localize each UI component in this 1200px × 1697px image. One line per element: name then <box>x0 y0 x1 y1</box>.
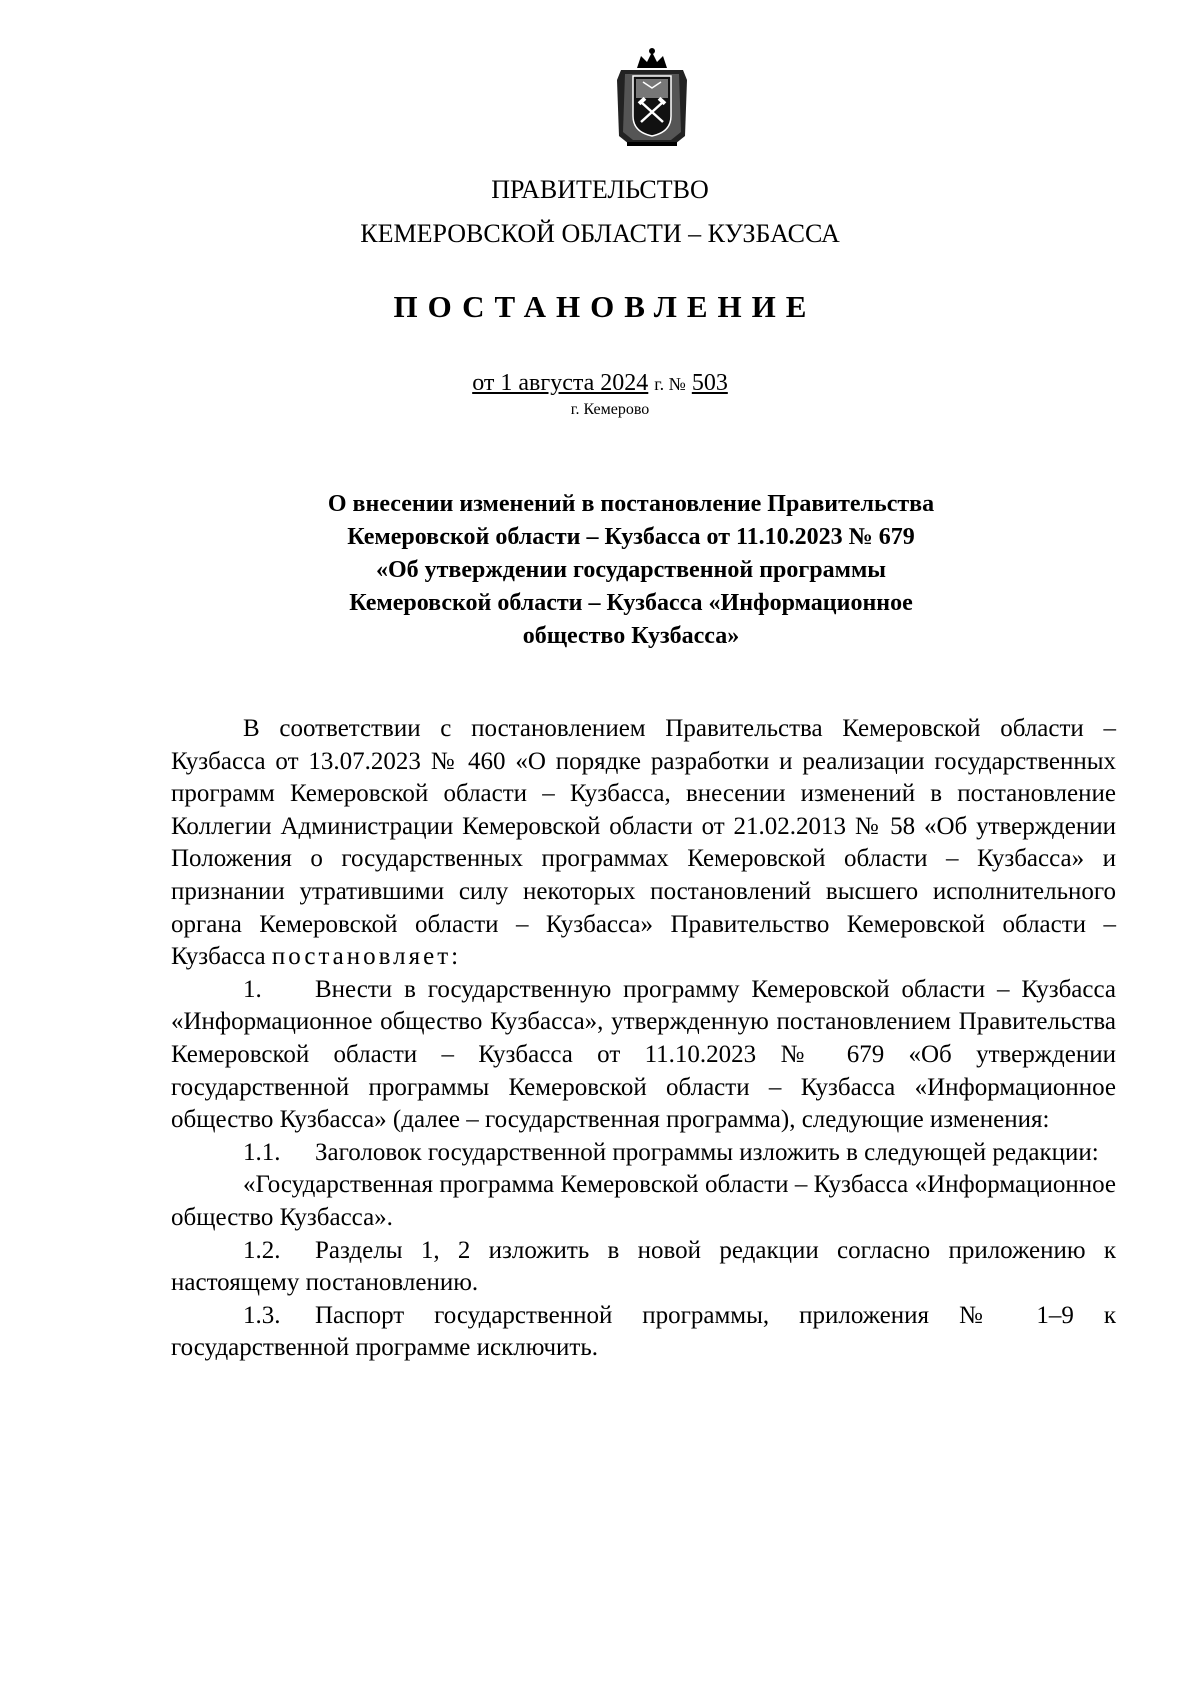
item-number: 1. <box>243 975 262 1003</box>
item-text: Заголовок государственной программы изложить в следующей редакции: <box>315 1138 1099 1166</box>
date-line <box>0 369 1200 398</box>
document-number: 503 <box>691 370 728 396</box>
document-body <box>171 713 1116 1365</box>
item-paragraph <box>171 1235 1116 1300</box>
item-text: Разделы 1, 2 изложить в новой редакции согласно приложению к настоящему постановлению. <box>171 1236 1116 1297</box>
preamble-text: В соответствии с постановлением Правительства Кемеровской области – Кузбасса от 13.07.2023 № 460 «О порядке разработки и реализации государственных программ Кемеровской области – Кузбасса, внесении изменений в постановление Коллегии Администрации Кемеровской области от 21.02.2013 № 58 «Об утверждении Положения о государственных программах Кемеровской области – Кузбасса» и признании утратившими силу некоторых постановлений высшего исполнительного органа Кемеровской области – Кузбасса» Правительство Кемеровской области – Кузбасса <box>171 715 1116 971</box>
document-city: г. Кемерово <box>570 401 650 418</box>
item-number: 1.1. <box>243 1138 281 1166</box>
item-paragraph <box>171 974 1116 1137</box>
item-number: 1.2. <box>243 1236 281 1264</box>
item-paragraph <box>171 1137 1116 1170</box>
document-title <box>250 488 1012 653</box>
item-paragraph <box>171 1300 1116 1365</box>
item-text: Внести в государственную программу Кемеровской области – Кузбасса «Информационное общество Кузбасса», утвержденную постановлением Правительства Кемеровской области – Кузбасса от 11.10.2023 № 679 «Об утверждении государственной программы Кемеровской области – Кузбасса «Информационное общество Кузбасса» (далее – государственная программа), следующие изменения: <box>171 975 1116 1134</box>
item-text: «Государственная программа Кемеровской области – Кузбасса «Информационное общество Кузбасса». <box>171 1171 1116 1231</box>
title-line: О внесении изменений в постановление Правительства <box>327 491 935 517</box>
quoted-paragraph <box>171 1169 1116 1234</box>
coat-of-arms-emblem <box>613 46 691 150</box>
document-date: от 1 августа 2024 <box>472 370 649 396</box>
item-number: 1.3. <box>243 1301 281 1329</box>
title-line: «Об утверждении государственной программы <box>375 557 887 583</box>
government-name-line1: ПРАВИТЕЛЬСТВО <box>491 175 709 204</box>
government-name-line2: КЕМЕРОВСКОЙ ОБЛАСТИ – КУЗБАССА <box>360 219 840 248</box>
date-suffix: г. № <box>654 374 686 394</box>
title-line: Кемеровской области – Кузбасса от 11.10.2023 № 679 <box>347 524 915 550</box>
document-type: ПОСТАНОВЛЕНИЕ <box>393 289 817 324</box>
title-line: Кемеровской области – Кузбасса «Информационное <box>349 590 913 616</box>
item-text: Паспорт государственной программы, приложения № 1–9 к государственной программе исключить. <box>171 1301 1116 1362</box>
preamble-paragraph <box>171 713 1116 974</box>
title-line: общество Кузбасса» <box>522 623 740 649</box>
resolves-word: постановляет: <box>271 943 462 971</box>
